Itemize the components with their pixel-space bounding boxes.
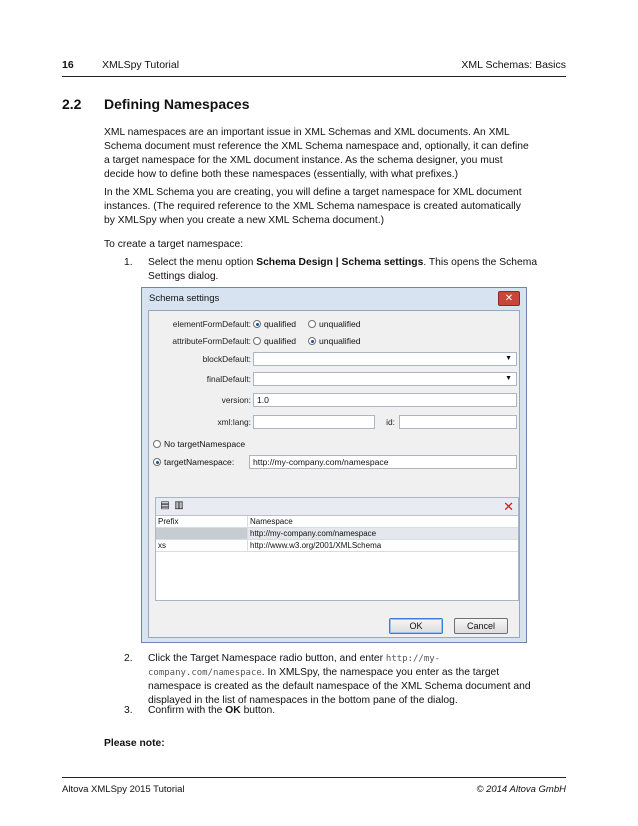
radio-label: unqualified [319, 319, 361, 329]
table-row-namespace[interactable]: http://my-company.com/namespace [248, 528, 518, 540]
delete-row-icon[interactable]: ✕ [503, 499, 514, 514]
footer-right: © 2014 Altova GmbH [476, 784, 566, 795]
section-title: Defining Namespaces [104, 96, 250, 112]
column-header-prefix: Prefix [156, 516, 248, 528]
insert-row-icon[interactable]: ▥ [174, 500, 184, 511]
step-text-part: Select the menu option [148, 257, 257, 268]
target-namespace-input[interactable]: http://my-company.com/namespace [249, 455, 517, 469]
step-text [148, 704, 554, 718]
xml-lang-label: xml:lang: [217, 417, 251, 427]
version-input[interactable]: 1.0 [253, 393, 517, 407]
footer-rule [62, 777, 566, 778]
radio-label: qualified [264, 319, 297, 329]
ok-button[interactable]: OK [389, 618, 443, 634]
radio-icon [308, 320, 316, 328]
radio-icon [153, 440, 161, 448]
step-number: 3. [124, 705, 133, 716]
id-input[interactable] [399, 415, 517, 429]
id-label: id: [386, 417, 395, 427]
button-name: OK [225, 705, 241, 716]
note-heading: Please note: [104, 738, 165, 749]
schema-settings-dialog [141, 287, 527, 643]
namespace-code: http://my-company.com/namespace [148, 654, 441, 678]
page-header [62, 59, 566, 75]
cancel-button[interactable]: Cancel [454, 618, 508, 634]
block-default-label: blockDefault: [202, 354, 251, 364]
radio-selected-icon [153, 458, 161, 466]
version-label: version: [221, 395, 251, 405]
namespace-grid [155, 497, 519, 601]
element-form-label: elementFormDefault: [172, 319, 251, 329]
table-row-prefix[interactable] [156, 528, 248, 540]
final-default-select[interactable] [253, 372, 517, 386]
paragraph-target: In the XML Schema you are creating, you will define a target namespace for XML document instances. (The required reference to the XML Schema namespace is created automatically by XMLSpy when you create a new XML Schema document.) [104, 187, 522, 226]
dialog-body [148, 310, 520, 638]
step-text [148, 652, 554, 708]
book-title: XMLSpy Tutorial [102, 59, 180, 71]
step-text [148, 256, 554, 284]
no-target-namespace-radio[interactable] [153, 439, 245, 449]
element-unqualified-radio[interactable] [308, 319, 361, 329]
step-text-part: Confirm with the [148, 705, 226, 716]
attribute-qualified-radio[interactable] [253, 336, 296, 346]
page-number: 16 [62, 59, 74, 71]
radio-selected-icon [253, 320, 261, 328]
chevron-down-icon: ▼ [505, 355, 512, 362]
table-row-namespace[interactable]: http://www.w3.org/2001/XMLSchema [248, 540, 518, 552]
radio-label: No targetNamespace [164, 439, 246, 449]
append-row-icon[interactable]: ▤ [160, 500, 170, 511]
chevron-down-icon: ▼ [505, 375, 512, 382]
attribute-unqualified-radio[interactable] [308, 336, 361, 346]
close-icon[interactable]: ✕ [498, 291, 520, 306]
block-default-select[interactable] [253, 352, 517, 366]
step-number: 2. [124, 653, 133, 664]
menu-path: Schema Design | Schema settings [256, 257, 424, 268]
radio-label: qualified [264, 336, 297, 346]
footer-left: Altova XMLSpy 2015 Tutorial [62, 784, 185, 795]
final-default-label: finalDefault: [206, 374, 251, 384]
xml-lang-input[interactable] [253, 415, 375, 429]
column-header-namespace: Namespace [248, 516, 518, 528]
paragraph-steps-intro: To create a target namespace: [104, 239, 244, 250]
step-text-part: . In XMLSpy, the namespace you enter as the target namespace is created as the default namespace of the XML Schema document and displayed in the list of namespaces in the bottom pane of the dialog. [148, 667, 531, 706]
step-text-part: . This opens the Schema Settings dialog. [148, 257, 538, 282]
step-text-part: button. [240, 705, 276, 716]
step-text-part: Click the Target Namespace radio button, and enter [148, 653, 386, 664]
table-row-prefix[interactable]: xs [156, 540, 248, 552]
step-number: 1. [124, 257, 133, 268]
radio-label: unqualified [319, 336, 361, 346]
grid-toolbar [156, 498, 518, 516]
dialog-title: Schema settings [149, 293, 220, 304]
section-number: 2.2 [62, 96, 82, 112]
radio-label: targetNamespace: [164, 457, 235, 467]
element-qualified-radio[interactable] [253, 319, 296, 329]
chapter-title: XML Schemas: Basics [461, 59, 566, 71]
radio-icon [253, 337, 261, 345]
radio-selected-icon [308, 337, 316, 345]
paragraph-intro: XML namespaces are an important issue in XML Schemas and XML documents. An XML Schema document must reference the XML Schema namespace and, optionally, it can define a target namespace for the XML document instance. As the schema designer, you must decide how to define both these namespaces (essentially, with what prefixes.) [104, 127, 529, 180]
header-rule [62, 76, 566, 77]
target-namespace-radio[interactable] [153, 457, 234, 467]
attribute-form-label: attributeFormDefault: [172, 336, 251, 346]
